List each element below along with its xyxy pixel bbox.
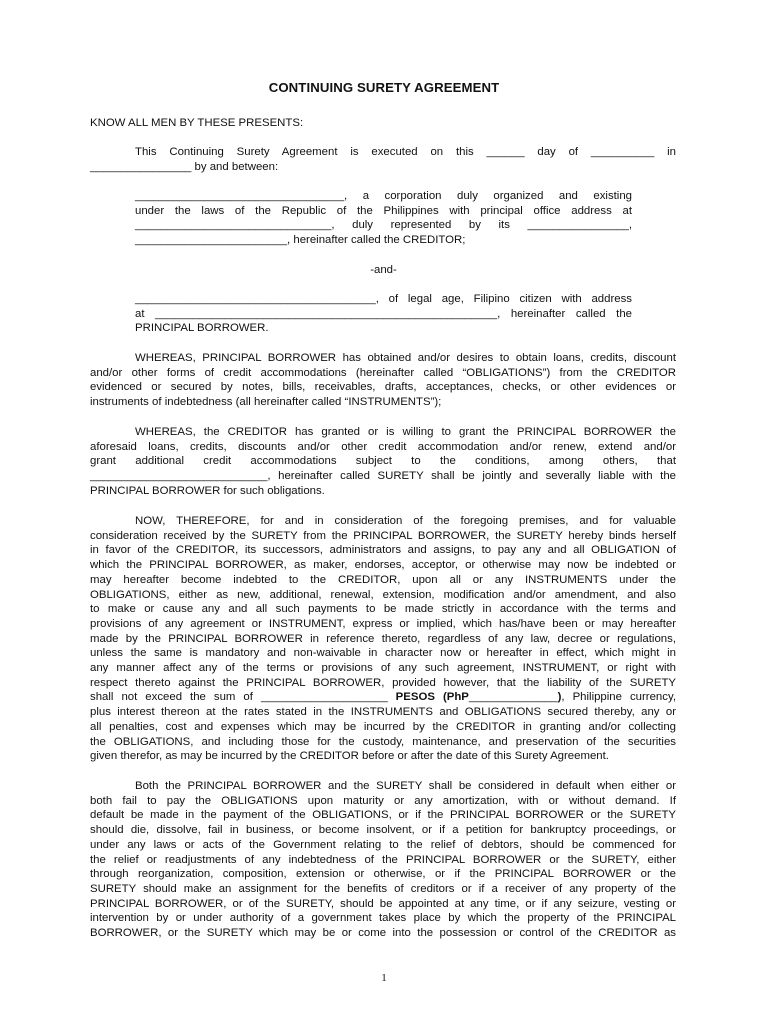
whereas1-line-1: WHEREAS, PRINCIPAL BORROWER has obtained and/or desires to obtain loans, credits, discount: [135, 352, 676, 364]
nt-line-7: to make or cause any and all such payments to be made strictly in accordance with the terms and: [90, 603, 676, 616]
whereas2-line-1: WHEREAS, the CREDITOR has granted or is willing to grant the PRINCIPAL BORROWER the: [135, 426, 676, 438]
and-separator: [135, 263, 632, 278]
def-line-6: the relief or readjustments of any indebtedness of the PRINCIPAL BORROWER or the SURETY, either: [90, 853, 676, 866]
def-line-3: default be made in the payment of the OBLIGATIONS, or if the PRINCIPAL BORROWER or the SURETY: [90, 809, 676, 822]
whereas-paragraph-1: [90, 351, 676, 410]
document-title: CONTINUING SURETY AGREEMENT: [268, 80, 500, 95]
sum-pesos-label: PESOS (PhP: [395, 691, 469, 704]
default-paragraph: [90, 779, 676, 941]
nt-line-13: plus interest thereon at the rates stated in the INSTRUMENTS and OBLIGATIONS secured thereby, any or: [90, 706, 676, 719]
creditor-line-4: ________________________, hereinafter called the CREDITOR;: [135, 234, 466, 247]
nt-line-5: may hereafter become indebted to the CREDITOR, upon all or any INSTRUMENTS under the: [90, 573, 676, 586]
nt-sum-line: [90, 690, 676, 705]
whereas1-line-2: and/or other forms of credit accommodations (hereinafter called “OBLIGATIONS”) from the CREDITOR: [90, 366, 676, 379]
def-line-2: both fail to pay the OBLIGATIONS upon maturity or any amortization, with or without demand. If: [90, 794, 676, 807]
def-line-10: intervention by or under authority of a government takes place by which the property of the PRINCIPAL: [90, 912, 676, 925]
borrower-block: [135, 292, 632, 336]
nt-line-11: any manner affect any of the terms or provisions of any such agreement, INSTRUMENT, or right with: [90, 662, 676, 675]
def-line-8: SURETY should make an assignment for the benefits of creditors or if a receiver of any property of the: [90, 882, 676, 895]
nt-line-9: made by the PRINCIPAL BORROWER in reference thereto, regardless of any law, decree or regulations,: [90, 632, 676, 645]
sum-after: , Philippine currency,: [561, 691, 676, 704]
nt-line-14: all penalties, cost and expenses which may be incurred by the CREDITOR in granting and/or collecting: [90, 720, 676, 733]
sum-close-paren: ): [557, 691, 562, 704]
def-line-5: under any laws or acts of the Government relating to the relief of debtors, should be commenced for: [90, 838, 676, 851]
whereas1-line-3: evidenced or secured by notes, bills, receivables, drafts, acceptances, checks, or other evidences or: [90, 381, 676, 394]
and-text: -and-: [370, 264, 397, 276]
whereas2-line-2: aforesaid loans, credits, discounts and/or other credit accommodation and/or renew, extend and/or: [90, 440, 676, 453]
borrower-line-1: ______________________________________, of legal age, Filipino citizen with address: [135, 293, 632, 305]
def-line-9: PRINCIPAL BORROWER, or of the SURETY, should be appointed at any time, or if any seizure, vesting or: [90, 897, 676, 910]
page-number: 1: [381, 972, 387, 984]
sum-php-blank: ______________: [468, 691, 558, 704]
opening-text: KNOW ALL MEN BY THESE PRESENTS:: [90, 117, 304, 129]
borrower-line-2: at ______________________________________________________, hereinafter called the: [135, 307, 632, 320]
nt-line-10: unless the same is mandatory and non-waivable in character now or hereafter in effect, which might in: [90, 647, 676, 660]
nt-line-16: given therefor, as may be incurred by the CREDITOR before or after the date of this Surety Agreement.: [90, 750, 609, 763]
def-line-11: BORROWER, or the SURETY which may be or come into the possession or control of the CREDITOR as: [90, 927, 676, 940]
nt-line-1: NOW, THEREFORE, for and in consideration of the foregoing premises, and for valuable: [135, 515, 676, 527]
nt-line-12: respect thereto against the PRINCIPAL BORROWER, provided however, that the liability of the SURETY: [90, 676, 676, 689]
whereas2-line-3: grant additional credit accommodations subject to the conditions, among others, that: [90, 455, 676, 468]
def-line-1: Both the PRINCIPAL BORROWER and the SURETY shall be considered in default when either or: [135, 780, 676, 792]
creditor-line-2: under the laws of the Republic of the Philippines with principal office address at: [135, 204, 632, 217]
creditor-block: [135, 189, 632, 248]
creditor-line-3: _______________________________, duly represented by its ________________,: [135, 219, 632, 232]
nt-line-15: the OBLIGATIONS, and including those for the custody, maintenance, and preservation of the securities: [90, 735, 676, 748]
nt-line-3: in favor of the CREDITOR, its successors, administrators and assigns, to pay any and all OBLIGATION of: [90, 544, 676, 557]
borrower-line-3: PRINCIPAL BORROWER.: [135, 322, 269, 335]
intro-line-1: This Continuing Surety Agreement is executed on this ______ day of __________ in: [135, 146, 676, 158]
creditor-line-1: _________________________________, a corporation duly organized and existing: [135, 190, 632, 202]
whereas2-line-5: PRINCIPAL BORROWER for such obligations.: [90, 484, 325, 497]
intro-line-2: ________________ by and between:: [90, 160, 279, 173]
now-therefore-paragraph: [90, 514, 676, 764]
intro-paragraph: [90, 145, 676, 174]
whereas2-line-4: ____________________________, hereinafter called SURETY shall be jointly and severally liable with the: [90, 470, 676, 483]
nt-line-2: consideration received by the SURETY from the PRINCIPAL BORROWER, the SURETY hereby binds herself: [90, 529, 676, 542]
nt-line-4: which the PRINCIPAL BORROWER, as maker, endorses, acceptor, or otherwise may now be indebted or: [90, 559, 676, 572]
def-line-4: should die, dissolve, fail in business, or become insolvent, or if a petition for bankruptcy proceedings, or: [90, 824, 676, 837]
nt-line-8: provisions of any agreement or INSTRUMENT, express or implied, which has/have been or may hereafter: [90, 617, 676, 630]
sum-before: shall not exceed the sum of ____________________: [90, 691, 396, 704]
opening-line: [90, 116, 690, 131]
whereas1-line-4: instruments of indebtedness (all hereinafter called “INSTRUMENTS”);: [90, 396, 442, 409]
whereas-paragraph-2: [90, 425, 676, 499]
nt-line-6: OBLIGATIONS, either as new, additional, renewal, extension, modification and/or amendment, and also: [90, 588, 676, 601]
def-line-7: through reorganization, composition, extension or otherwise, or if the PRINCIPAL BORROWER or the: [90, 868, 676, 881]
